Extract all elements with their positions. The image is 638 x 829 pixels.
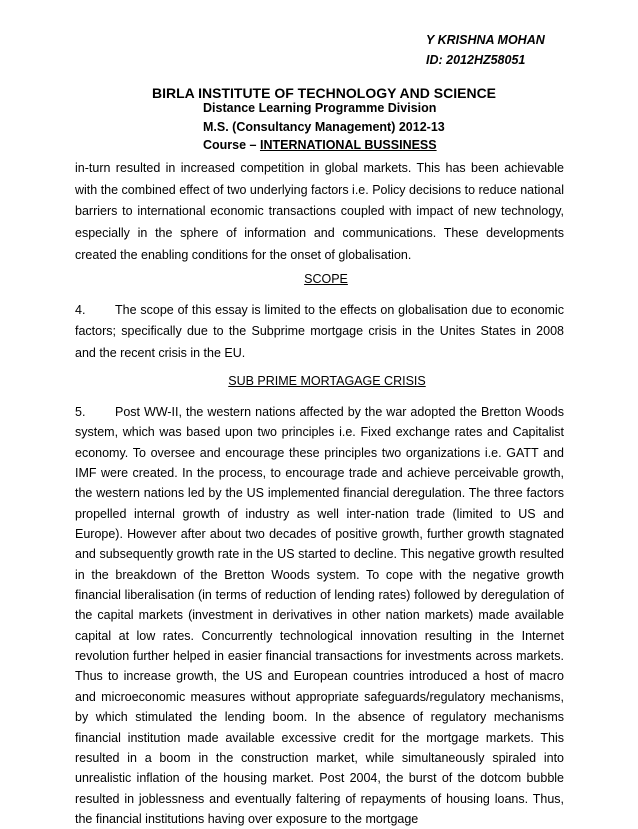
author-id: ID: 2012HZ58051 (426, 53, 526, 67)
paragraph-4 (75, 300, 564, 364)
author-block (426, 30, 545, 70)
author-name: Y KRISHNA MOHAN (426, 33, 545, 47)
institute-title: BIRLA INSTITUTE OF TECHNOLOGY AND SCIENCE (151, 85, 497, 101)
intro-paragraph: in-turn resulted in increased competition in global markets. This has been achievable with the combined effect of two underlying factors i.e. Policy decisions to reduce national barriers to international economic transactions coupled with impact of new technology, especially in the sphere of information and communications. These developments created the enabling conditions for the onset of globalisation. (75, 161, 564, 262)
scope-heading: SCOPE (304, 272, 348, 286)
course-line (203, 136, 445, 155)
paragraph-4-number: 4. (75, 303, 86, 317)
subprime-heading: SUB PRIME MORTAGAGE CRISIS (228, 374, 426, 388)
programme-block (203, 99, 445, 155)
scope-heading-row (0, 270, 638, 288)
paragraph-5-text: Post WW-II, the western nations affected by the war adopted the Bretton Woods system, which was based upon two principles i.e. Fixed exchange rates and Capitalist economy. To oversee and encourage these principles two organizations i.e. GATT and IMF were created. In the process, to encourage trade and achieve perceivable growth, the western nations led by the US implemented financial deregulation. The three factors propelled internal growth of industry as well inter-nation trade (limited to US and Europe). However after about two decades of positive growth, further growth stagnated and subsequently growth rate in the US started to decline. This negative growth resulted in the breakdown of the Bretton Woods system. To cope with the negative growth financial liberalisation (in terms of reduction of lending rates) followed by deregulation of the capital markets (investment in derivatives in other nation markets) made available capital at low rates. Concurrently technological innovation resulting in the Internet revolution further helped in easier financial transactions for investments across markets. Thus to increase growth, the US and European countries introduced a host of macro and microeconomic measures without appropriate safeguards/regulatory mechanisms, by which stimulated the lending boom. In the absence of regulatory mechanisms financial institution made available excessive credit for the mortgage markets. This resulted in a boom in the construction market, while simultaneously spiraled into unrealistic inflation of the housing market. Post 2004, the burst of the dotcom bubble resulted in joblessness and eventually faltering of repayments of housing loans. Thus, the financial institutions having over exposure to the mortgage (75, 405, 564, 826)
course-name: INTERNATIONAL BUSSINESS (259, 138, 437, 152)
subprime-heading-row (0, 372, 638, 390)
programme-line: M.S. (Consultancy Management) 2012-13 (203, 119, 445, 134)
paragraph-4-text: The scope of this essay is limited to the effects on globalisation due to economic factors; specifically due to the Subprime mortgage crisis in the Unites States in 2008 and the recent crisis in the EU. (75, 303, 564, 360)
division-line: Distance Learning Programme Division (203, 101, 437, 115)
paragraph-5-number: 5. (75, 405, 86, 419)
course-prefix: Course – (203, 138, 260, 152)
paragraph-5 (75, 402, 564, 829)
